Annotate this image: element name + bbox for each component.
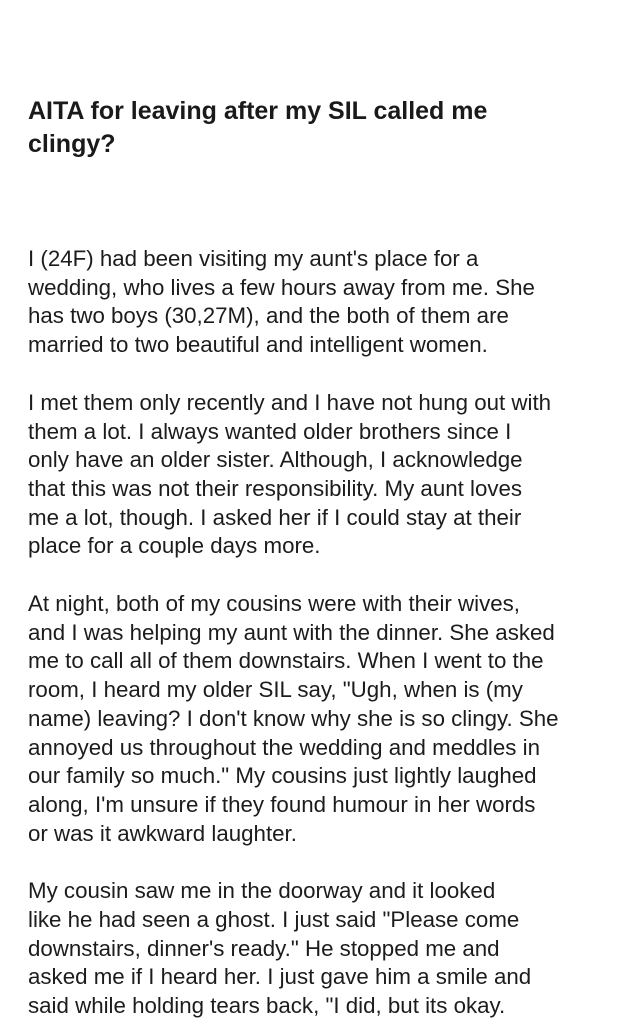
post-paragraph: My cousin saw me in the doorway and it looked like he had seen a ghost. I just said "Please come downstairs, dinner's ready." He stopped me and asked me if I heard her. I just gave him a smile and said while holding tears back, "I did, but its okay. xyxy=(28,878,532,1019)
post-paragraph: I (24F) had been visiting my aunt's place for a wedding, who lives a few hours away from me. She has two boys (30,27M), and the both of them are married to two beautiful and intelligent women. xyxy=(28,246,535,358)
post-title: AITA for leaving after my SIL called me clingy? xyxy=(28,97,488,158)
post-body xyxy=(28,245,618,1024)
post-paragraph: At night, both of my cousins were with their wives, and I was helping my aunt with the dinner. She asked me to call all of them downstairs. When I went to the room, I heard my older SIL say, "Ugh, when is (my name) leaving? I don't know why she is so clingy. She annoyed us throughout the wedding and meddles in our family so much." My cousins just lightly laughed along, I'm unsure if they found humour in her words or was it awkward laughter. xyxy=(28,591,559,846)
post-paragraph: I met them only recently and I have not hung out with them a lot. I always wanted older brothers since I only have an older sister. Although, I acknowledge that this was not their responsibility. My aunt loves me a lot, though. I asked her if I could stay at their place for a couple days more. xyxy=(28,389,552,559)
